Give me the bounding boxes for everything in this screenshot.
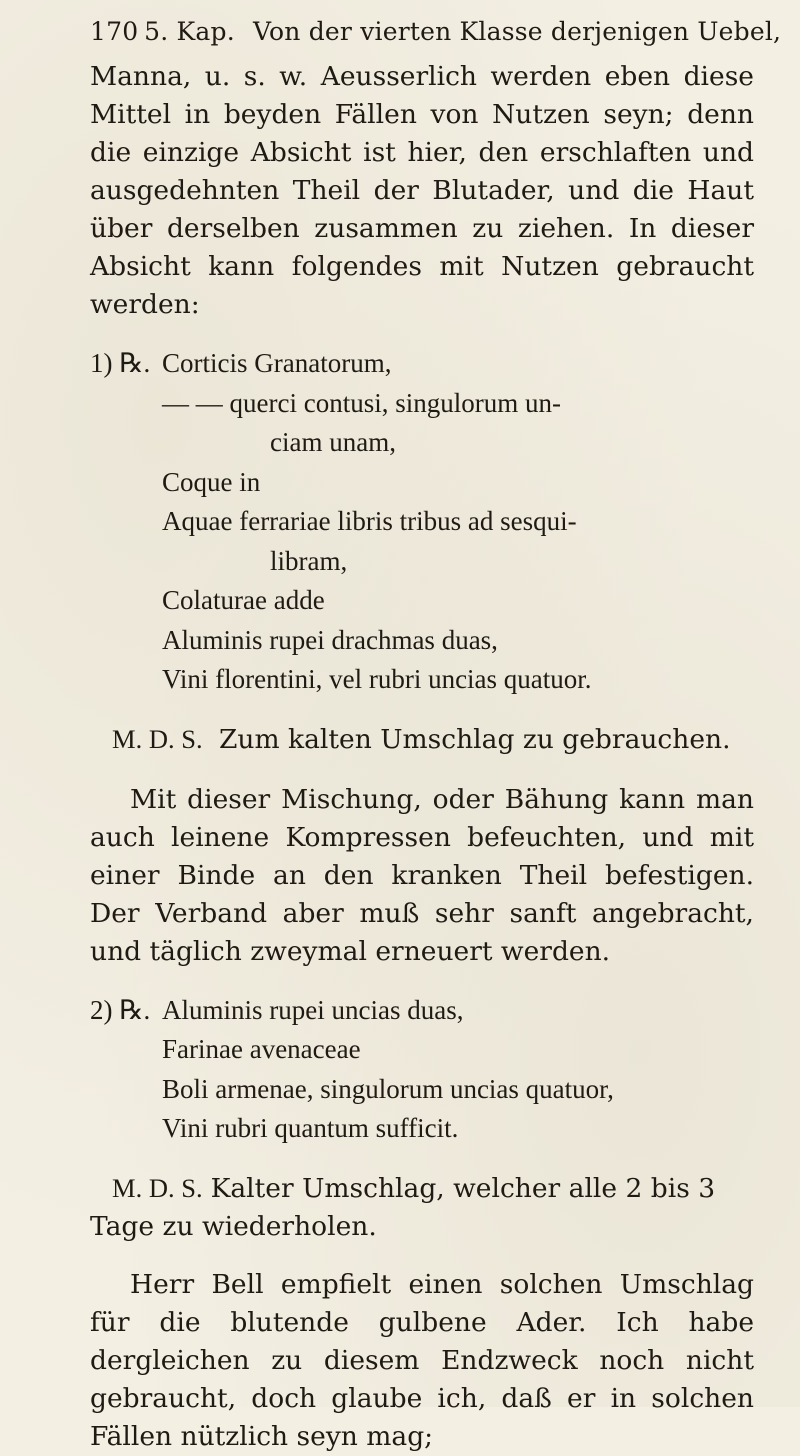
- recipe-2-line: Boli armenae, singulorum uncias quatuor,: [162, 1073, 614, 1104]
- running-title: Von der vierten Klasse derjenigen Uebel,: [253, 17, 782, 46]
- intro-paragraph: Manna, u. s. w. Aeusserlich werden eben diese Mittel in beyden Fällen von Nutzen seyn; denn die einzige Absicht ist hier, den erschlaften und ausgedehnten Theil der Blutader, und die Haut über derselben zusammen zu ziehen. In dieser Absicht kann folgendes mit Nutzen gebraucht werden:: [90, 61, 754, 320]
- closing-paragraph: Herr Bell empfielt einen solchen Umschlag für die blutende gulbene Ader. Ich habe dergleichen zu diesem Endzweck noch nicht gebraucht, doch glaube ich, daß er in solchen Fällen nützlich seyn mag;: [90, 1268, 754, 1452]
- running-head: [90, 16, 782, 48]
- recipe-2-signa: [90, 1169, 754, 1246]
- recipe-1-signa: [112, 720, 754, 759]
- recipe-1-line: Coque in: [162, 466, 261, 497]
- recipe-1-number: 1) ℞.: [90, 348, 151, 378]
- page-number: 170: [90, 17, 139, 46]
- recipe-2-number: 2) ℞.: [90, 994, 151, 1025]
- recipe-1-line: — — querci contusi, singulorum un-: [162, 387, 561, 418]
- recipe-1-line: Colaturae adde: [162, 585, 325, 615]
- recipe-1: [90, 344, 754, 700]
- recipe-2-line: Vini rubri quantum sufficit.: [162, 1113, 459, 1143]
- application-paragraph: Mit dieser Mischung, oder Bähung kann man auch leinene Kompressen befeuchten, und mit einer Binde an den kranken Theil befestigen. Der Verband aber muß sehr sanft angebracht, und täglich zweymal erneuert werden.: [90, 783, 754, 967]
- recipe-1-line: Aquae ferrariae libris tribus ad sesqui-: [162, 506, 577, 536]
- recipe-2-line: Aluminis rupei uncias duas,: [162, 994, 464, 1025]
- recipe-1-signa-abbr: M. D. S.: [112, 723, 203, 754]
- recipe-2-signa-abbr: M. D. S.: [112, 1172, 203, 1203]
- recipe-1-line: Aluminis rupei drachmas duas,: [162, 624, 498, 655]
- recipe-2-line: Farinae avenaceae: [162, 1034, 361, 1064]
- recipe-1-line: Vini florentini, vel rubri uncias quatuor.: [162, 664, 592, 694]
- recipe-2: [90, 991, 754, 1149]
- chapter-label: 5. Kap.: [144, 17, 235, 46]
- recipe-1-line: ciam unam,: [270, 427, 396, 457]
- recipe-1-signa-text: Zum kalten Umschlag zu gebrauchen.: [219, 723, 731, 755]
- recipe-2-signa-text: Kalter Umschlag, welcher alle 2 bis 3 Tage zu wiederholen.: [90, 1172, 716, 1242]
- recipe-1-line: libram,: [270, 545, 348, 576]
- recipe-1-line: Corticis Granatorum,: [162, 348, 392, 378]
